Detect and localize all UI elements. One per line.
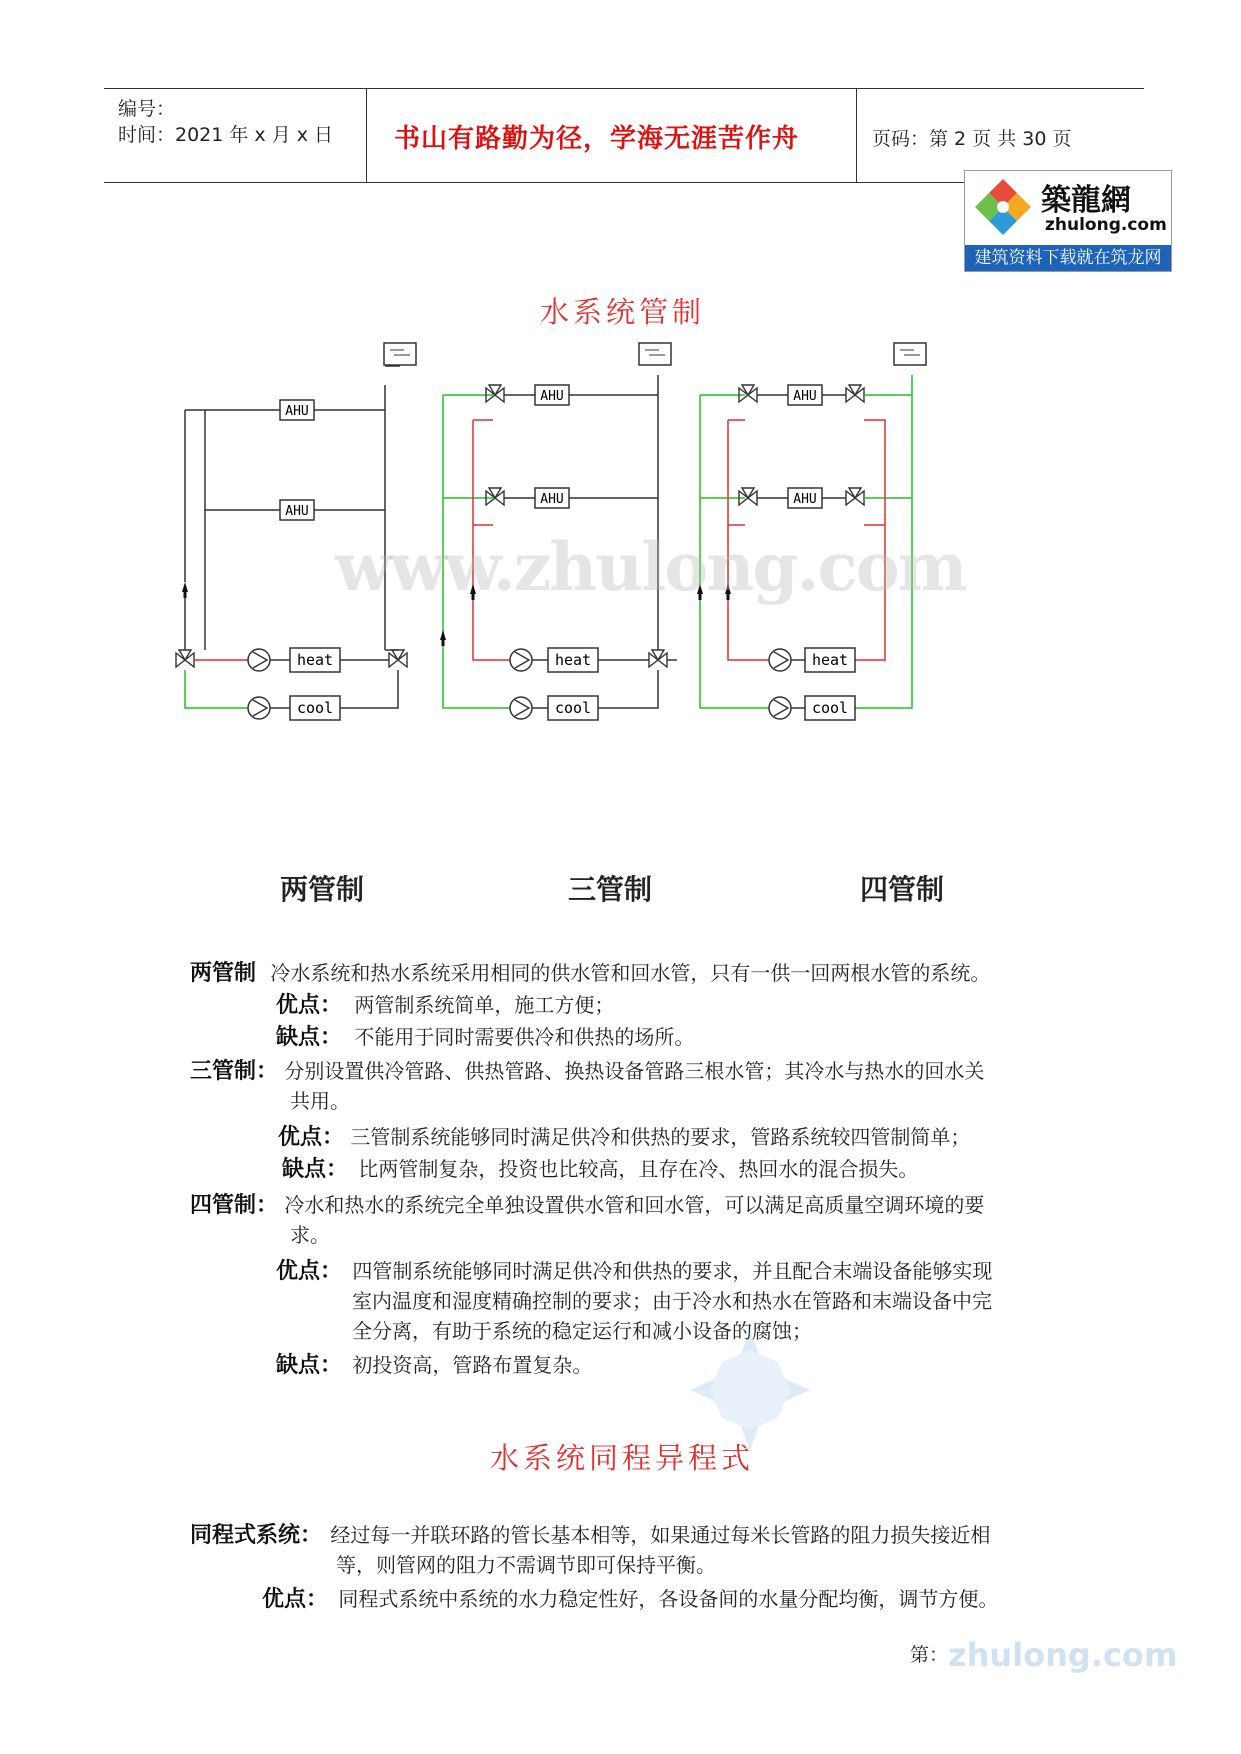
pro-label: 优点：: [262, 1587, 329, 1612]
con-label: 缺点：: [276, 1025, 343, 1050]
header-divider: [856, 88, 857, 183]
pro-label: 优点：: [276, 993, 343, 1018]
doc-time-label: 时间：2021 年 x 月 x 日: [118, 124, 334, 146]
con-text: 初投资高，管路布置复杂。: [352, 1353, 593, 1377]
doc-number-label: 编号：: [118, 98, 176, 120]
page-header: [104, 88, 1144, 183]
header-top-rule: [104, 88, 1144, 89]
cool-label: cool: [811, 699, 849, 717]
pro-text: 三管制系统能够同时满足供冷和供热的要求，管路系统较四管制简单；: [350, 1125, 971, 1149]
def-term: 四管制：: [190, 1193, 279, 1218]
def-reverse-return-pro: [262, 1584, 998, 1615]
pro-text: 两管制系统简单，施工方便；: [354, 993, 615, 1017]
heat-label: heat: [296, 651, 334, 669]
def-three-pipe: [190, 1056, 984, 1087]
page-info: 页码：第 2 页 共 30 页: [872, 128, 1072, 150]
header-bottom-rule: [104, 182, 964, 183]
header-divider: [366, 88, 367, 183]
pro-label: 优点：: [276, 1259, 343, 1284]
def-three-desc-cont: 共用。: [290, 1089, 350, 1113]
def-desc: 分别设置供冷管路、供热管路、换热设备管路三根水管；其冷水与热水的回水关: [284, 1059, 985, 1083]
watermark-text: www.zhulong.com: [335, 528, 966, 606]
heat-label: heat: [554, 651, 592, 669]
pro-label: 优点：: [278, 1125, 345, 1150]
def-two-con: [276, 1022, 694, 1053]
def-desc: 冷水系统和热水系统采用相同的供水管和回水管，只有一供一回两根水管的系统。: [270, 961, 991, 985]
def-desc: 冷水和热水的系统完全单独设置供水管和回水管，可以满足高质量空调环境的要: [284, 1193, 985, 1217]
def-reverse-return: [190, 1520, 990, 1551]
con-text: 不能用于同时需要供冷和供热的场所。: [354, 1025, 695, 1049]
def-three-con: [282, 1154, 918, 1185]
header-motto: 书山有路勤为径，学海无涯苦作舟: [394, 124, 800, 154]
logo-name-en: zhulong.com: [1045, 215, 1167, 235]
section-title-pipe-systems: 水系统管制: [540, 295, 706, 329]
diagram-label-two-pipe: 两管制: [280, 873, 365, 906]
def-two-pipe: [190, 958, 990, 989]
logo-slogan: 建筑资料下载就在筑龙网: [965, 245, 1171, 271]
pipe-system-diagram: AHU heat cool heat cool heat cool: [180, 380, 1060, 820]
def-term: 同程式系统：: [190, 1523, 323, 1548]
def-four-pipe: [190, 1190, 984, 1221]
def-four-con: [276, 1350, 592, 1381]
logo-name-cn: 築龍網: [1041, 183, 1131, 218]
def-desc: 经过每一并联环路的管长基本相等，如果通过每米长管路的阻力损失接近相: [330, 1523, 991, 1547]
con-label: 缺点：: [276, 1353, 343, 1378]
cool-label: cool: [554, 699, 592, 717]
logo-mark-icon: [973, 177, 1033, 237]
section-title-piping-layout: 水系统同程异程式: [490, 1441, 755, 1475]
con-label: 缺点：: [282, 1157, 349, 1182]
def-term: 三管制：: [190, 1059, 279, 1084]
heat-label: heat: [811, 651, 849, 669]
cool-label: cool: [296, 699, 334, 717]
def-term: 两管制: [190, 961, 257, 986]
def-four-pro: [276, 1256, 992, 1287]
watermark-star-icon: [690, 1330, 810, 1450]
footer-page-mark: 第：: [910, 1644, 949, 1666]
footer-watermark: zhulong.com: [948, 1636, 1178, 1674]
def-three-pro: [278, 1122, 970, 1153]
con-text: 比两管制复杂，投资也比较高，且存在冷、热回水的混合损失。: [358, 1157, 919, 1181]
pro-text: 四管制系统能够同时满足供冷和供热的要求，并且配合末端设备能够实现: [352, 1259, 993, 1283]
diagram-label-three-pipe: 三管制: [568, 873, 653, 906]
def-reverse-return-cont: 等，则管网的阻力不需调节即可保持平衡。: [336, 1553, 716, 1577]
def-two-pro: [276, 990, 614, 1021]
diagram-label-four-pipe: 四管制: [860, 873, 945, 906]
def-four-pro-cont: 全分离，有助于系统的稳定运行和减小设备的腐蚀；: [352, 1319, 812, 1343]
def-four-desc-cont: 求。: [290, 1223, 330, 1247]
zhulong-logo: [964, 170, 1172, 272]
def-four-pro-cont: 室内温度和湿度精确控制的要求；由于冷水和热水在管路和末端设备中完: [352, 1289, 992, 1313]
pro-text: 同程式系统中系统的水力稳定性好，各设备间的水量分配均衡，调节方便。: [338, 1587, 999, 1611]
